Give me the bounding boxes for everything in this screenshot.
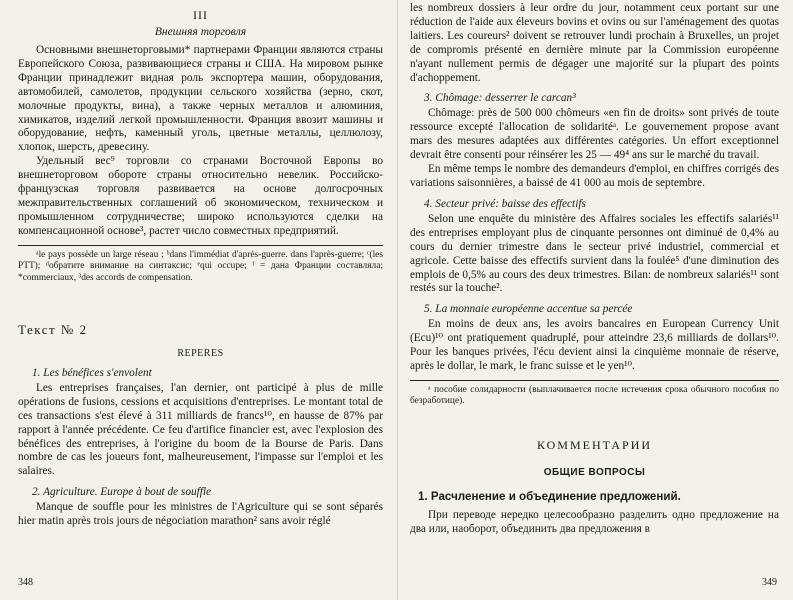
item3-text2: En même temps le nombre des demandeurs d'emploi, en chiffres corrigés des variations saisonnières, a baissé de 41 000 au mois de septembre. (410, 163, 779, 189)
right-page (398, 0, 793, 600)
paragraph-trade-partners: Основными внешнеторговыми* партнерами Франции являются страны Европейского Союза, развивающиеся страны и США. На мировом рынке Франции принадлежит видная роль экспортера машин, оборудования, автомобилей, самолетов, продукции сельского хозяйства (зерно, скот, молочные продукты, вина), а также черных металлов и алюминия, химикатов, изделий легкой промышленности. Франция ввозит машины и оборудование, нефть, каменный уголь, цветные металлы, целлюлозу, хлопок, шерсть, древесину. (18, 44, 383, 154)
item3-title: 3. Chômage: desserrer le carcan³ (424, 92, 576, 105)
page-number-right: 349 (762, 577, 777, 588)
commentary-text: При переводе нередко целесообразно разделить одно предложение на два или, наоборот, объединить два предложения в (410, 508, 779, 535)
item3-text1: Chômage: près de 500 000 chômeurs «en fin de droits» sont privés de toute ressource excepté l'allocation de solidaritéᵃ. Le gouvernement propose avant mars des mesures adaptées aux différentes catégories. Un effort exceptionnel devrait être consenti pour réinsérer les 25 — 49⁴ ans sur le marché du travail. (410, 107, 779, 162)
commentary-subtitle: ОБЩИЕ ВОПРОСЫ (543, 466, 646, 478)
commentary-title: КОММЕНТАРИИ (536, 437, 653, 452)
reperes-heading: REPERES (177, 347, 224, 359)
item4-text: Selon une enquête du ministère des Affaires sociales les effectifs salariés¹¹ des entreprises employant plus de cinquante personnes ont diminué de 0,4% au cours du dernier trimestre dans le secteur privé industriel, commercial et agricole. Cette baisse des effectifs survient dans la foulée⁵ d'une diminution des emplois de 0,5% au cours des deux trimestres. Bilan: de nombreux salariés¹¹ sont restés sur la touche². (410, 212, 779, 295)
item5-title: 5. La monnaie européenne accentue sa percée (424, 303, 633, 316)
item5-text: En moins de deux ans, les avoirs bancaires en European Currency Unit (Ecu)¹⁰ ont pratiquement quadruplé, pour atteindre 23,6 milliards de dollars¹⁰. Pour les banques privées, l'écu devient ainsi la cinquième monnaie de réserve, après le dollar, le mark, le franc suisse et le yen¹⁰. (410, 318, 779, 373)
page-number-left: 348 (18, 577, 33, 588)
item2-text: Manque de souffle pour les ministres de l'Agriculture qui se sont séparés hier matin après trois jours de négociation marathon² sans avoir réglé (18, 501, 383, 528)
item4-title: 4. Secteur privé: baisse des effectifs (424, 197, 586, 210)
item2-title: 2. Agriculture. Europe à bout de souffle (32, 486, 212, 499)
item1-text: Les entreprises françaises, l'an dernier, ont participé à plus de mille opérations de fusions, cessions et acquisitions d'entreprises. Le montant total de ces transactions s'est élevé à 311 milliards de francs¹⁰, en hausse de 87% par rapport à l'année précédente. Ce feu d'artifice financier est, avec l'explosion des bénéfices des entreprises, à l'origine du boom de la Bourse de Paris. Dans nombre de cas les joueurs font, malheureusement, l'impasse sur l'emploi et les salaires. (18, 381, 383, 478)
footnotes-left: ᵃle pays possède un large réseau ; ᵇdans l'immédiat d'après-guerre. dans l'après-guerre; ᶜ(les PTT); ᵈобратите внимание на синтаксис; ᵉqui occupe; ᶠ = дана Франции составляла; *commerciaux, ³des accords de compensation. (18, 249, 383, 283)
continued-text: les nombreux dossiers à leur ordre du jour, notamment ceux portant sur une réduction de l'aide aux éleveurs bovins et ovins ou sur l'aménagement des quotas laitiers. Les coureurs² doivent se retrouver lundi prochain à Bruxelles, un projet de compromis présenté en dernière minute par la Commission européenne n'ayant nullement permis de dégager une majorité sur la plupart des points d'achoppement. (410, 2, 779, 84)
footnote-rule (18, 245, 383, 246)
commentary-heading: 1. Расчленение и объединение предложений. (418, 489, 681, 503)
footnote-right: ᵃ пособие солидарности (выплачивается после истечения срока обычного пособия по безработице). (410, 384, 779, 407)
paragraph-eastern-europe: Удельный вес⁹ торговли со странами Восточной Европы во внешнеторговом обороте страны относительно невелик. Российско-французская торговля развивается на основе долгосрочных межправительственных соглашений об экономическом, техническом и промышленном сотрудничестве; широко используются сделки на компенсационной основе³, растет число совместных предприятий. (18, 155, 383, 237)
section-title: Внешняя торговля (154, 26, 247, 38)
footnote-rule-right (410, 380, 779, 381)
section-numeral: III (193, 8, 208, 22)
text-heading: Текст № 2 (18, 321, 88, 337)
item1-title: 1. Les bénéfices s'envolent (32, 366, 152, 379)
